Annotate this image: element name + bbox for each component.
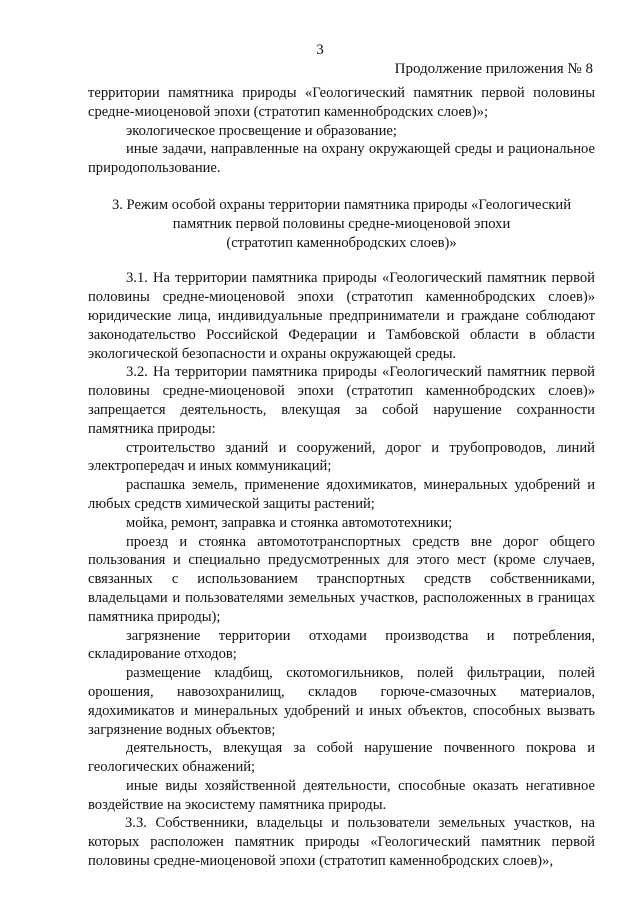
section-title-line-2: памятник первой половины средне-миоценовой эпохи bbox=[172, 215, 511, 232]
intro-paragraph-2: экологическое просвещение и образование; bbox=[126, 122, 397, 139]
clause-3-2: 3.2. На территории памятника природы «Геологический памятник первой половины средне-миоценовой эпохи (стратотип каменнобродских слоев)» запрещается деятельность, влекущая за собой нарушение сохранности памятника природы: bbox=[88, 364, 595, 437]
prohibition-item-1: строительство зданий и сооружений, дорог и трубопроводов, линий электропередач и иных коммуникаций; bbox=[88, 439, 595, 475]
document-body bbox=[88, 84, 595, 871]
prohibition-item-5: загрязнение территории отходами производства и потребления, складирование отходов; bbox=[88, 627, 595, 663]
prohibition-item-8: иные виды хозяйственной деятельности, способные оказать негативное воздействие на экосистему памятника природы. bbox=[88, 777, 595, 813]
clause-3-3: 3.3. Собственники, владельцы и пользователи земельных участков, на которых расположен памятник природы «Геологический памятник первой половины средне-миоценовой эпохи (стратотип каменнобродских слоев)», bbox=[88, 815, 595, 870]
section-3-title bbox=[88, 196, 595, 252]
intro-paragraph-1: территории памятника природы «Геологический памятник первой половины средне-миоценовой эпохи (стратотип каменнобродских слоев)»; bbox=[88, 85, 595, 120]
prohibition-item-6: размещение кладбищ, скотомогильников, полей фильтрации, полей орошения, навозохранилищ, складов горюче-смазочных материалов, ядохимикатов и минеральных удобрений и иных объектов, способных вызвать загрязнение водных объектов; bbox=[88, 665, 595, 738]
intro-paragraph-3: иные задачи, направленные на охрану окружающей среды и рациональное природопользование. bbox=[88, 141, 595, 177]
prohibition-item-4: проезд и стоянка автомототранспортных средств вне дорог общего пользования и специально предусмотренных для этого мест (кроме случаев, связанных с использованием транспортных средств собственниками, владельцами и пользователями земельных участков, расположенных в границах памятника природы); bbox=[88, 533, 595, 625]
appendix-label: Продолжение приложения № 8 bbox=[394, 61, 593, 77]
section-title-line-3: (стратотип каменнобродских слоев)» bbox=[226, 234, 457, 251]
prohibition-item-3: мойка, ремонт, заправка и стоянка автомототехники; bbox=[126, 514, 453, 531]
section-title-line-1: 3. Режим особой охраны территории памятника природы «Геологический bbox=[111, 196, 572, 213]
prohibition-item-2: распашка земель, применение ядохимикатов, минеральных удобрений и любых средств химической защиты растений; bbox=[88, 477, 595, 512]
clause-3-1: 3.1. На территории памятника природы «Геологический памятник первой половины средне-миоценовой эпохи (стратотип каменнобродских слоев)» юридические лица, индивидуальные предприниматели и граждане соблюдают законодательство Российской Федерации и Тамбовской области в области экологической безопасности и охраны окружающей среды. bbox=[88, 270, 595, 362]
prohibition-item-7: деятельность, влекущая за собой нарушение почвенного покрова и геологических обнажений; bbox=[88, 740, 595, 776]
page-number: 3 bbox=[316, 42, 324, 58]
